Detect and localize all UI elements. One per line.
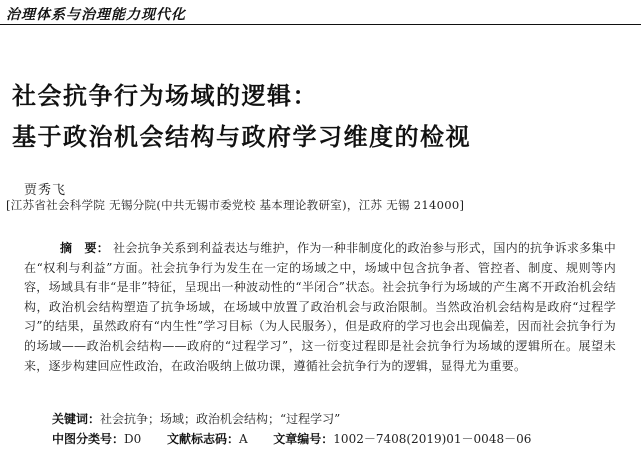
doc-code-label: 文献标志码： [166, 432, 239, 446]
author-affiliation: [江苏省社会科学院 无锡分院(中共无锡市委党校 基本理论教研室)，江苏 无锡 214000] [6, 198, 465, 212]
keywords-text: 社会抗争；场域；政治机会结构；“过程学习” [100, 412, 341, 426]
running-header-text: 治理体系与治理能力现代化 [6, 7, 186, 23]
abstract-label: 摘 要： [60, 241, 110, 255]
clc-value: D0 [124, 432, 142, 446]
article-number-label: 文章编号： [273, 432, 334, 446]
abstract-text: 社会抗争关系到利益表达与维护，作为一种非制度化的政治参与形式，国内的抗争诉求多集中在“权利与利益”方面。社会抗争行为发生在一定的场域之中，场域中包含抗争者、管控者、制度、规则等内容，场域具有非“是非”特征，呈现出一种波动性的“半闭合”状态。社会抗争行为场域的产生离不开政治机会结构，政治机会结构塑造了抗争场域，在场域中放置了政治机会与政治限制。当然政治机会结构是政府“过程学习”的结果，虽然政府有“内生性”学习目标（为人民服务），但是政府的学习也会出现偏差，因而社会抗争行为的场域——政治机会结构——政府的“过程学习”，这一衍变过程即是社会抗争行为场域的逻辑所在。展望未来，逐步构建回应性政治，在政治吸纳上做功课，遵循社会抗争行为的逻辑，显得尤为重要。 [24, 241, 616, 373]
author-name: 贾秀飞 [24, 183, 67, 198]
header-rule [0, 24, 641, 25]
keywords [52, 410, 340, 427]
article-number-value: 1002－7408(2019)01－0048－06 [333, 432, 532, 446]
title-line-1: 社会抗争行为场域的逻辑： [12, 82, 318, 110]
keywords-label: 关键词： [52, 412, 101, 426]
article-title [12, 76, 471, 158]
abstract [24, 239, 616, 376]
title-line-2: 基于政治机会结构与政府学习维度的检视 [12, 123, 471, 151]
clc-label: 中图分类号： [52, 432, 125, 446]
doc-code-value: A [238, 432, 248, 446]
classification-line [52, 430, 531, 447]
running-header [0, 0, 641, 30]
